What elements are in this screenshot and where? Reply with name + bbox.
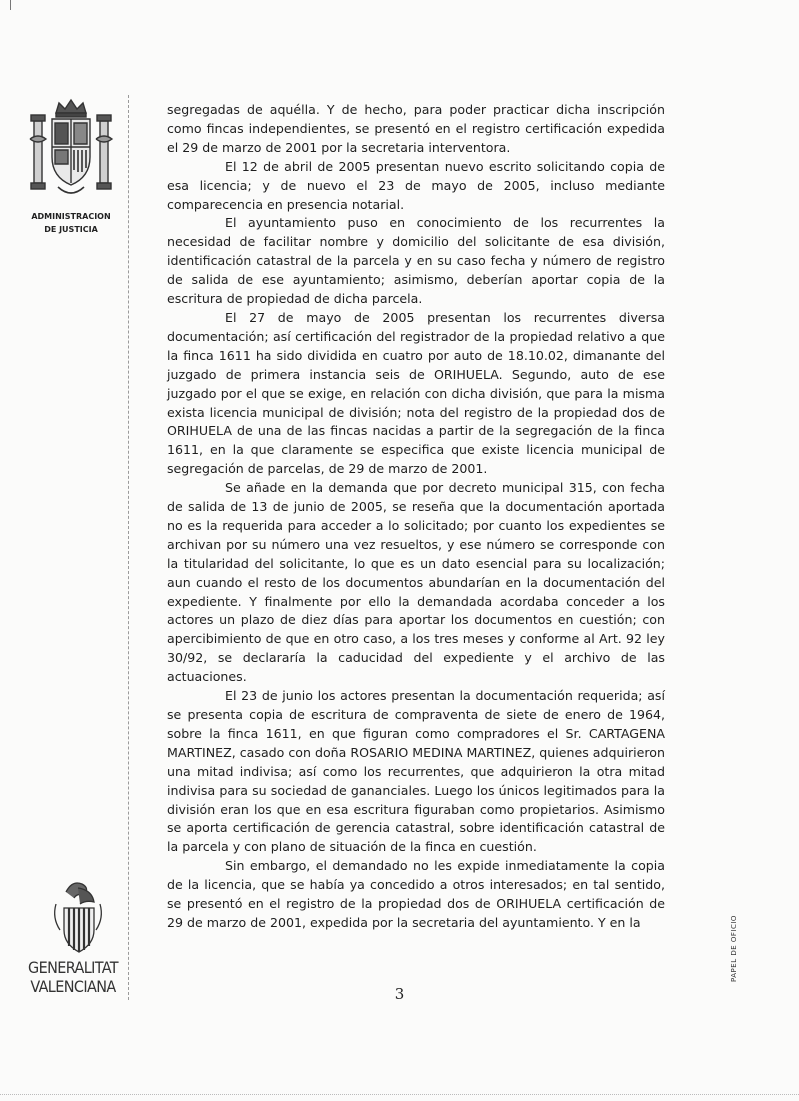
spanish-coat-of-arms-icon bbox=[28, 95, 114, 207]
administracion-justicia-label bbox=[28, 210, 114, 236]
page-number: 3 bbox=[394, 985, 405, 1003]
papel-de-oficio-label: PAPEL DE OFICIO bbox=[730, 915, 738, 982]
admin-label-line1: ADMINISTRACION bbox=[31, 212, 111, 221]
generalitat-valenciana-emblem-icon bbox=[48, 878, 108, 956]
paragraph-6: El 23 de junio los actores presentan la documentación requerida; así se presenta copia de escritura de compraventa de siete de enero de 1964, sobre la finca 1611, en que figuran como compradores el Sr. CARTAGENA MARTINEZ, casado con doña ROSARIO MEDINA MARTINEZ, quienes adquirieron una mitad indivisa; así como los recurrentes, que adquirieron la otra mitad indivisa para su sociedad de gananciales. Luego los únicos legitimados para la división eran los que en esa escritura figuraban como propietarios. Asimismo se aporta certificación de gerencia catastral, sobre identificación catastral de la parcela y con plano de situación de la finca en cuestión. bbox=[167, 688, 665, 855]
generalitat-line1: GENERALITAT bbox=[28, 958, 118, 977]
generalitat-line2: VALENCIANA bbox=[30, 977, 116, 996]
paragraph-7: Sin embargo, el demandado no les expide inmediatamente la copia de la licencia, que se había ya concedido a otros interesados; en tal sentido, se presentó en el registro de la propiedad dos de ORIHUELA certificación de 29 de marzo de 2001, expedida por la secretaria del ayuntamiento. Y en la bbox=[167, 858, 665, 930]
paragraph-2: El 12 de abril de 2005 presentan nuevo escrito solicitando copia de esa licencia; y de nuevo el 23 de mayo de 2005, incluso mediante comparecencia en presencia notarial. bbox=[167, 158, 665, 212]
paragraph-4: El 27 de mayo de 2005 presentan los recurrentes diversa documentación; así certificación del registrador de la propiedad relativo a que la finca 1611 ha sido dividida en cuatro por auto de 18.10.02, dimanante del juzgado de primera instancia seis de ORIHUELA. Segundo, auto de ese juzgado por el que se exige, en relación con dicha división, que para la misma exista licencia municipal de división; nota del registro de la propiedad dos de ORIHUELA de una de las fincas nacidas a partir de la segregación de la finca 1611, en la que claramente se especifica que existe licencia municipal de segregación de parcelas, de 29 de marzo de 2001. bbox=[167, 309, 665, 477]
document-body bbox=[167, 101, 665, 933]
paragraph-1: segregadas de aquélla. Y de hecho, para poder practicar dicha inscripción como fincas independientes, se presentó en el registro certificación expedida el 29 de marzo de 2001 por la secretaria interventora. bbox=[167, 102, 665, 155]
margin-rule bbox=[128, 95, 129, 1000]
paragraph-5: Se añade en la demanda que por decreto municipal 315, con fecha de salida de 13 de junio de 2005, se reseña que la documentación aportada no es la requerida para acceder a lo solicitado; por cuanto los expedientes se archivan por su número una vez resueltos, y ese número se corresponde con la titularidad del solicitante, lo que es un dato esencial para su localización; aun cuando el resto de los documentos abundarían en la documentación del expediente. Y finalmente por ello la demandada acordaba conceder a los actores un plazo de diez días para aportar los documentos en cuestión; con apercibimiento de que en otro caso, a los tres meses y conforme al Art. 92 ley 30/92, se declararía la caducidad del expediente y el archivo de las actuaciones. bbox=[167, 480, 665, 685]
scan-bottom-edge bbox=[0, 1094, 799, 1101]
paragraph-3: El ayuntamiento puso en conocimiento de los recurrentes la necesidad de facilitar nombre y domicilio del solicitante de esa división, identificación catastral de la parcela y en su caso fecha y número de registro de salida de ese ayuntamiento; asimismo, deberían aportar copia de la escritura de propiedad de dicha parcela. bbox=[167, 215, 665, 307]
admin-label-line2: DE JUSTICIA bbox=[44, 225, 98, 234]
scan-edge-mark bbox=[0, 0, 11, 10]
